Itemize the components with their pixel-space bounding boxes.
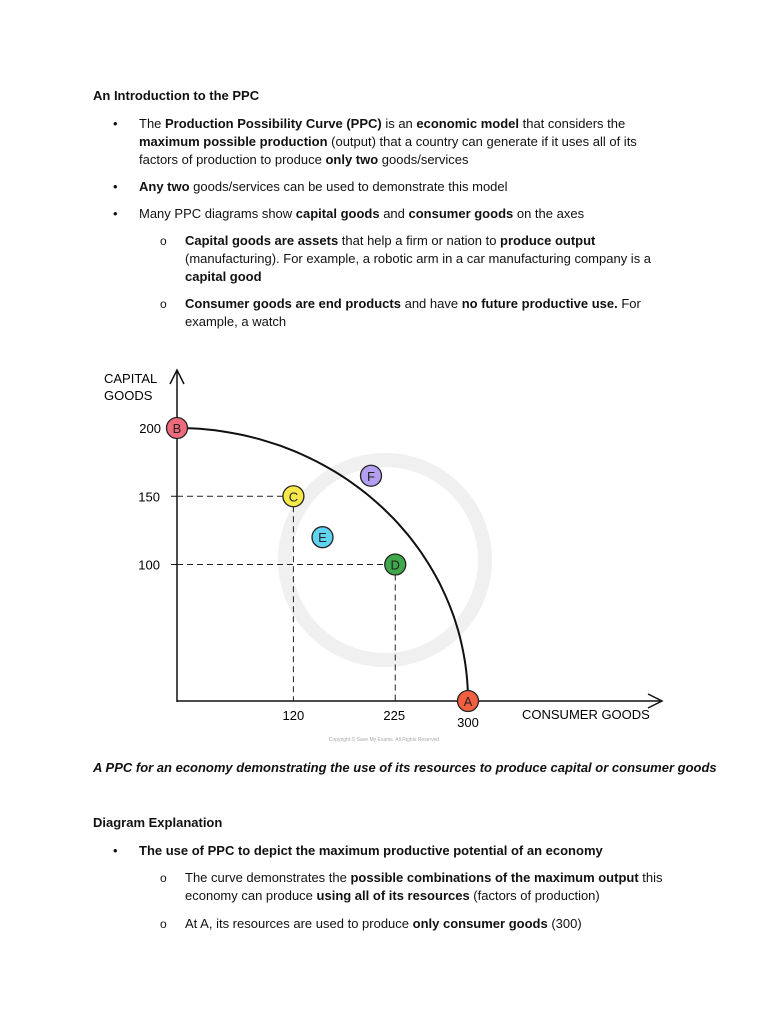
text-run-bold: consumer goods — [408, 206, 514, 221]
point-C — [283, 486, 304, 507]
bullet-marker: • — [113, 843, 118, 858]
text-run-bold: possible combinations of the maximum output — [350, 870, 639, 885]
text-run: (300) — [547, 916, 582, 931]
text-run: (output) that a country can generate if it uses all of its factors of production to produce — [139, 134, 637, 167]
y-tick-label: 100 — [138, 557, 160, 573]
text-run: goods/services — [378, 152, 469, 167]
text-run: The — [139, 116, 166, 131]
sub-bullet-consumer-goods — [185, 295, 685, 331]
text-run-bold: no future productive use. — [461, 296, 618, 311]
text-run-bold: Any two — [139, 179, 190, 194]
x-tick-label: 225 — [383, 708, 406, 723]
text-run-bold: Production Possibility Curve (PPC) — [165, 116, 382, 131]
point-label-C: C — [288, 489, 299, 505]
sub-bullet-point-a — [185, 915, 685, 933]
point-E — [312, 527, 333, 548]
bullet-ppc-use: The use of PPC to depict the maximum productive potential of an economy — [139, 843, 603, 858]
text-run: goods/services can be used to demonstrate this model — [189, 179, 508, 194]
point-label-B: B — [172, 421, 182, 436]
text-run-bold: Capital goods are assets — [185, 233, 339, 248]
x-tick-label: 120 — [282, 708, 305, 723]
bullet-marker: • — [113, 179, 118, 194]
bullet-marker: • — [113, 116, 118, 131]
point-label-E: E — [318, 530, 327, 546]
point-D — [385, 554, 406, 575]
text-run: is an — [381, 116, 417, 131]
watermark-text: Copyright © Save My Exams. All Rights Reserved — [328, 737, 440, 743]
text-run: At A, its resources are used to produce — [185, 916, 413, 931]
sub-bullet-marker: o — [160, 234, 167, 248]
y-tick-label: 200 — [139, 421, 161, 436]
point-A — [458, 691, 479, 712]
x-axis-label: CONSUMER GOODS — [522, 707, 650, 722]
y-axis-label-line1: CAPITAL — [104, 371, 158, 386]
text-run-bold: only two — [325, 152, 379, 167]
bullet-ppc-definition — [139, 115, 679, 169]
point-label-A: A — [463, 694, 473, 709]
text-run-bold: produce output — [500, 233, 596, 248]
text-run-bold: maximum possible production — [139, 134, 328, 149]
y-tick-label: 150 — [138, 489, 160, 505]
text-run: (factors of production) — [469, 888, 600, 903]
text-run: Many PPC diagrams show — [139, 206, 296, 221]
sub-bullet-marker: o — [160, 871, 167, 885]
text-run: and have — [400, 296, 462, 311]
text-run: and — [379, 206, 409, 221]
point-label-D: D — [390, 557, 400, 573]
bullet-any-two — [139, 178, 679, 196]
x-tick-label: 300 — [457, 715, 479, 730]
figure-caption: A PPC for an economy demonstrating the use of its resources to produce capital or consumer goods — [93, 760, 717, 775]
text-run-bold: using all of its resources — [316, 888, 470, 903]
point-label-F: F — [367, 468, 375, 484]
bullet-axes — [139, 205, 679, 223]
text-run: The curve demonstrates the — [185, 870, 351, 885]
sub-bullet-marker: o — [160, 917, 167, 931]
text-run-bold: Consumer goods are end products — [185, 296, 401, 311]
sub-bullet-marker: o — [160, 297, 167, 311]
text-run: For example, a watch — [185, 296, 641, 329]
text-run-bold: capital goods — [295, 206, 380, 221]
text-run: on the axes — [513, 206, 585, 221]
text-run-bold: capital good — [185, 269, 262, 284]
text-run: (manufacturing). For example, a robotic arm in a car manufacturing company is a — [185, 251, 652, 266]
text-run-bold: economic model — [416, 116, 519, 131]
point-F — [361, 465, 382, 486]
ppc-chart — [0, 360, 768, 750]
text-run: this economy can produce — [185, 870, 663, 903]
text-run: that help a firm or nation to — [338, 233, 501, 248]
watermark-logo — [285, 460, 485, 660]
section-heading-intro: An Introduction to the PPC — [93, 88, 260, 103]
sub-bullet-capital-goods — [185, 232, 685, 286]
text-run: that considers the — [518, 116, 626, 131]
point-B — [167, 418, 188, 439]
bullet-marker: • — [113, 206, 118, 221]
y-axis-label-line2: GOODS — [104, 388, 153, 403]
section-heading-diagram-explanation: Diagram Explanation — [93, 815, 223, 830]
sub-bullet-curve — [185, 869, 685, 905]
text-run-bold: only consumer goods — [412, 916, 548, 931]
